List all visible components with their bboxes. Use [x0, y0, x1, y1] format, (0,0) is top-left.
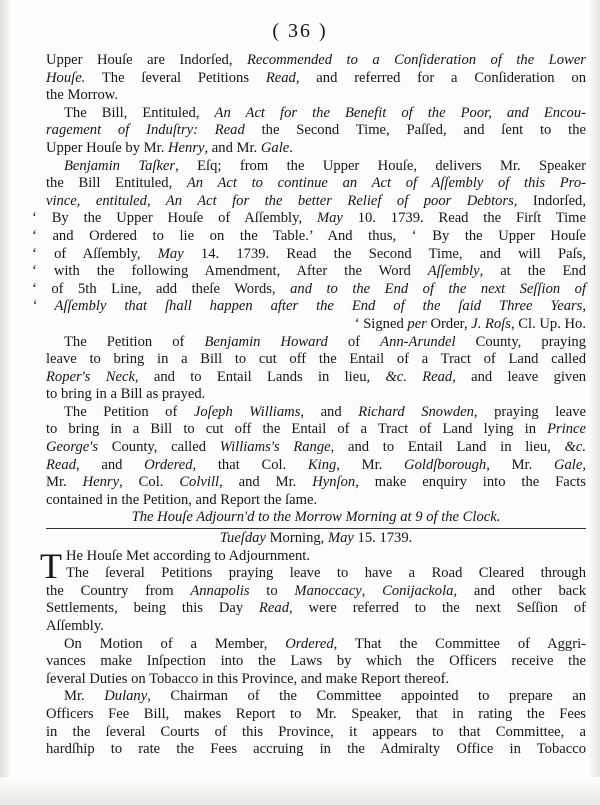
text-run: leave to bring in a Bill to cut off the Entail of a Tract of Land called — [46, 351, 586, 368]
text-line — [46, 636, 586, 654]
text-run: Read — [265, 69, 296, 86]
text-line — [46, 618, 586, 636]
text-line — [46, 583, 586, 601]
text-run: Recommended to a Conſideration of the Lower — [246, 52, 586, 68]
text-line — [46, 140, 586, 158]
text-run: Upper Houſe are Indorſed, — [46, 52, 247, 68]
day-heading — [46, 530, 586, 548]
text-line — [46, 52, 586, 70]
text-run: , that Col. — [192, 456, 308, 473]
text-run: May — [157, 245, 184, 262]
text-run: The ſeveral Petitions — [85, 69, 266, 86]
text-run: Read — [259, 600, 289, 617]
text-run: Aſſembly — [427, 263, 480, 280]
text-run: Ordered — [285, 635, 334, 652]
text-run: J. Roſs — [471, 315, 511, 332]
text-run: contained in the Petition, and Report the ſame. — [46, 491, 318, 508]
text-run: , were referred to the next Seſſion of — [289, 600, 586, 617]
text-run: Hynſon — [312, 474, 356, 491]
text-run: , Chairman of the Committee appointed to prepare an — [147, 688, 586, 705]
text-run: . — [289, 139, 293, 156]
text-line — [46, 492, 586, 510]
text-run: ‘ with the following Amendment, After the Word — [32, 263, 428, 280]
text-run: , Mr. — [336, 456, 405, 473]
text-run: to bring in a Bill as prayed. — [46, 386, 206, 403]
text-run: Goldſborough — [404, 456, 487, 473]
text-line — [32, 210, 586, 228]
text-run: , and leave given — [452, 368, 587, 385]
text-line — [46, 474, 586, 492]
text-run: in the ſeveral Courts of this Province, it appears to that Committee, a — [46, 723, 586, 740]
text-run: Roper's Neck — [46, 368, 135, 385]
text-run: On Motion of a Member, — [64, 635, 286, 652]
right-margin-shadow — [588, 0, 600, 805]
text-run: , and — [300, 403, 359, 420]
text-run: ‘ Aſſembly that ſhall happen after the End of the ſaid Three Years, — [32, 298, 586, 315]
text-run: Henry — [168, 139, 205, 156]
proceedings-may-14 — [32, 52, 587, 527]
text-run: Houſe. — [46, 69, 86, 86]
text-run: 10. 1739. Read the Firſt Time — [342, 210, 586, 227]
text-run: , That the Committee of Aggri- — [333, 635, 586, 652]
text-line — [32, 263, 586, 281]
text-run: , make enquiry into the Facts — [355, 474, 586, 491]
text-line — [46, 386, 586, 404]
text-run: Gale — [260, 139, 290, 156]
text-run: Mr. — [64, 688, 105, 705]
text-run: County, called — [98, 439, 220, 456]
text-run: Morning, — [265, 530, 328, 547]
page-body — [32, 52, 587, 759]
bottom-edge-shadow — [0, 777, 600, 805]
text-run: Colvill — [179, 474, 220, 491]
text-run: Annapolis — [190, 582, 250, 599]
text-run: Tueſday — [219, 530, 266, 547]
text-run: 14. 1739. Read the Second Time, and will Paſs, — [183, 245, 586, 262]
text-line — [46, 70, 586, 88]
text-run: Officers Fee Bill, makes Report to Mr. Speaker, that in rating the Fees — [46, 705, 586, 722]
text-line — [46, 122, 586, 140]
page-number: ( 36 ) — [272, 20, 328, 42]
text-line — [32, 246, 586, 264]
left-margin-shadow — [0, 0, 12, 805]
text-run: Benjamin Taſker — [64, 157, 176, 174]
text-run: , and — [76, 456, 145, 473]
text-line — [46, 334, 586, 352]
text-run: &c. Read — [385, 368, 453, 385]
text-run: The Bill, Entituled, — [64, 104, 215, 121]
text-line — [46, 741, 586, 759]
text-run: The Petition of — [64, 403, 194, 420]
proceedings-may-15 — [40, 545, 587, 759]
text-line — [46, 600, 586, 618]
text-run: An Act to continue an Act of Aſſembly of this Pro- — [186, 175, 586, 192]
text-run: , and Mr. — [204, 139, 261, 156]
text-run: hardſhip to rate the Fees accruing in the Admiralty Office in Tobacco — [46, 741, 586, 758]
text-run: King — [307, 456, 337, 473]
text-run: Gale — [553, 456, 583, 473]
text-run: May — [327, 530, 354, 547]
text-run: of — [327, 333, 381, 350]
text-run: Henry — [82, 474, 120, 491]
text-line — [46, 175, 586, 193]
text-line — [46, 158, 586, 176]
text-run: Richard Snowden — [358, 403, 474, 420]
text-run: Aſſembly. — [46, 618, 104, 634]
text-line — [32, 298, 586, 316]
text-run: Dulany — [104, 688, 148, 705]
text-run: Settlements, being this Day — [46, 600, 259, 617]
text-line — [46, 548, 586, 566]
text-run: Joſeph Williams — [193, 403, 301, 420]
text-run: ‘ of Aſſembly, — [32, 245, 158, 262]
text-run: Prince — [547, 421, 586, 438]
text-run: County, praying — [455, 333, 586, 350]
text-run: The ſeveral Petitions praying leave to have a Road Cleared through — [66, 565, 586, 582]
text-line — [46, 457, 586, 475]
text-run: ragement of Induſtry: Read — [46, 122, 245, 139]
text-run: the Second Time, Paſſed, and ſent to the — [244, 122, 586, 139]
text-run: per — [407, 315, 427, 332]
text-run: Upper Houſe by Mr. — [46, 139, 169, 156]
text-run: Williams's Range — [219, 439, 331, 456]
text-run: ſeveral Duties on Tobacco in this Province, and make Report thereof. — [46, 670, 450, 687]
text-line — [32, 228, 586, 246]
text-run: the Morrow. — [46, 87, 119, 104]
text-run: , Mr. — [486, 456, 554, 473]
text-line — [46, 706, 586, 724]
text-run: ‘ By the Upper Houſe of Aſſembly, — [32, 210, 317, 227]
text-run: ‘ of 5th Line, add theſe Words, — [32, 280, 291, 297]
text-line — [46, 653, 586, 671]
text-line — [46, 87, 586, 105]
text-run: Manoccacy — [294, 582, 362, 599]
text-run: vince, entituled, An Act for the better Relief of poor Debtors, — [46, 192, 518, 209]
text-run: ‘ and Ordered to lie on the Table.’ And thus, ‘ By the Upper Houſe — [32, 227, 586, 244]
text-line — [46, 421, 586, 439]
section-rule — [46, 528, 586, 529]
text-run: The Houſe Adjourn'd to the Morrow Morning at 9 of the Clock. — [131, 509, 501, 526]
text-line — [46, 404, 586, 422]
text-line — [46, 565, 586, 583]
text-run: , praying leave — [473, 403, 586, 420]
text-run: to bring in a Bill to cut off the Entail of a Tract of Land lying in — [46, 421, 548, 438]
text-line — [46, 724, 586, 742]
text-run: May — [316, 210, 343, 227]
text-run: and to the End of the next Seſſion of — [290, 280, 587, 297]
text-run: to — [249, 582, 295, 599]
text-line — [32, 281, 586, 299]
text-run: Conijackola — [382, 582, 454, 599]
text-run: Order, — [426, 315, 472, 332]
text-run: Indorſed, — [517, 192, 586, 209]
text-run: , and to Entail Land in lieu, — [330, 439, 565, 456]
text-run: Mr. — [46, 474, 83, 491]
text-run: , and referred for a Conſideration on — [295, 69, 586, 86]
text-run: , and to Entail Lands in lieu, — [134, 368, 386, 385]
text-run: , — [361, 582, 383, 599]
text-run: , and other back — [453, 582, 587, 599]
text-line — [46, 509, 586, 527]
text-run: He Houſe Met according to Adjournment. — [66, 547, 310, 564]
text-run: ‘ Signed — [354, 315, 408, 332]
text-run: George's — [46, 439, 99, 456]
text-run: Ann-Arundel — [380, 333, 456, 350]
text-line — [46, 369, 586, 387]
text-run: , Cl. Up. Ho. — [511, 315, 586, 332]
text-run: vances make Inſpection into the Laws by which the Officers receive the — [46, 653, 586, 670]
text-line — [46, 316, 586, 334]
text-run: 15. 1739. — [353, 530, 413, 547]
text-run: Benjamin Howard — [204, 333, 328, 350]
text-line — [46, 671, 586, 689]
text-run: , at the End — [479, 263, 586, 280]
text-run: , Eſq; from the Upper Houſe, delivers Mr. Speaker — [175, 157, 587, 174]
text-line — [46, 688, 586, 706]
text-line — [46, 351, 586, 369]
text-line — [46, 193, 586, 211]
text-run: the Country from — [46, 582, 191, 599]
text-run: An Act for the Benefit of the Poor, and Encou- — [214, 104, 586, 121]
text-run: The Petition of — [64, 333, 205, 350]
text-line — [46, 439, 586, 457]
text-run: Ordered — [144, 456, 193, 473]
text-line — [46, 105, 586, 123]
text-run: &c. — [564, 439, 586, 456]
text-run: the Bill Entituled, — [46, 175, 187, 192]
text-run: , — [582, 456, 586, 473]
text-run: Read — [46, 456, 76, 473]
text-run: , Col. — [119, 474, 180, 491]
text-run: , and Mr. — [219, 474, 313, 491]
drop-cap: T — [40, 545, 62, 586]
